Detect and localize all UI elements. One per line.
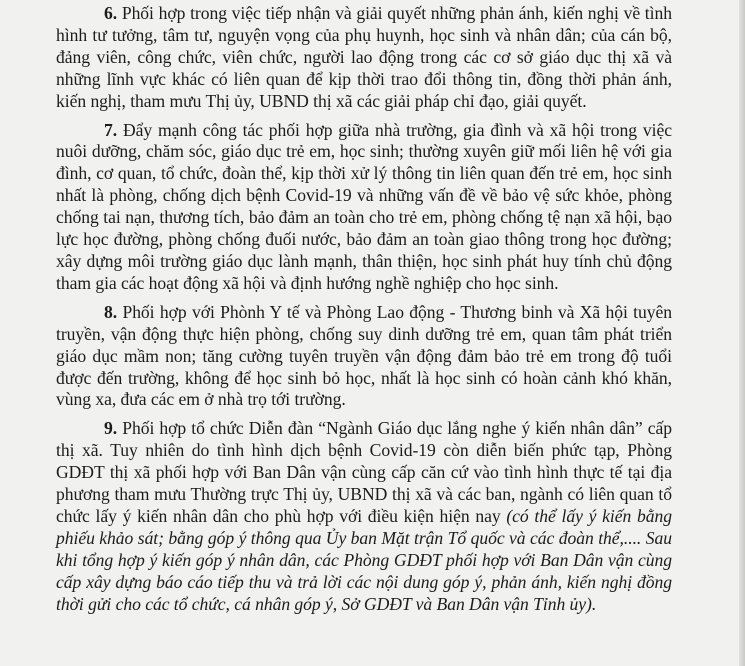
paragraph-7-text: Đẩy mạnh công tác phối hợp giữa nhà trường, gia đình và xã hội trong việc nuôi dưỡng, chăm sóc, giáo dục trẻ em, học sinh; thường xuyên giữ mối liên hệ với gia đình, cơ quan, tổ chức, đoàn thể, kịp thời xử lý thông tin liên quan đến trẻ em, học sinh nhất là phòng, chống dịch bệnh Covid-19 và những vấn đề về bảo vệ sức khỏe, phòng chống tai nạn, thương tích, bảo đảm an toàn cho trẻ em, phòng chống tệ nạn xã hội, bạo lực học đường, phòng chống đuối nước, bảo đảm an toàn giao thông trong học đường; xây dựng môi trường giáo dục lành mạnh, thân thiện, học sinh phát huy tính chủ động tham gia các hoạt động xã hội và định hướng nghề nghiệp cho học sinh.	[56, 119, 672, 293]
paragraph-9-italic-note: (có thể lấy ý kiến bằng phiếu khảo sát; bằng góp ý thông qua Ủy ban Mặt trận Tổ quốc và các đoàn thể,.... Sau khi tổng hợp ý kiến góp ý nhân dân, các Phòng GDĐT phối hợp với Ban Dân vận cùng cấp xây dựng báo cáo tiếp thu và trả lời các nội dung góp ý, phản ánh, kiến nghị đồng thời gửi cho các tổ chức, cá nhân góp ý, Sở GDĐT và Ban Dân vận Tỉnh ủy).	[56, 505, 672, 614]
paragraph-7	[56, 120, 672, 295]
paragraph-8-number: 8.	[104, 301, 118, 322]
paragraph-6	[56, 3, 672, 113]
paragraph-8-text: Phối hợp với Phònh Y tế và Phòng Lao động - Thương binh và Xã hội tuyên truyền, vận động thực hiện phòng, chống suy dinh dưỡng trẻ em, quan tâm phát triển giáo dục mầm non; tăng cường tuyên truyền vận động đảm bảo trẻ em trong độ tuổi được đến trường, không để học sinh bỏ học, nhất là học sinh có hoàn cảnh khó khăn, vùng xa, đưa các em ở nhà trọ tới trường.	[56, 301, 672, 410]
paragraph-9-text: Phối hợp tổ chức Diễn đàn “Ngành Giáo dục lắng nghe ý kiến nhân dân” cấp thị xã. Tuy nhiên do tình hình dịch bệnh Covid-19 còn diễn biến phức tạp, Phòng GDĐT thị xã phối hợp với Ban Dân vận cùng cấp căn cứ vào tình hình thực tế tại địa phương tham mưu Thường trực Thị ủy, UBND thị xã và các ban, ngành có liên quan tổ chức lấy ý kiến nhân dân cho phù hợp với điều kiện hiện nay	[56, 418, 672, 526]
paragraph-9	[56, 418, 672, 615]
paragraph-6-text: Phối hợp trong việc tiếp nhận và giải quyết những phản ánh, kiến nghị về tình hình tư tưởng, tâm tư, nguyện vọng của phụ huynh, học sinh và nhân dân; của cán bộ, đảng viên, công chức, viên chức, người lao động trong các cơ sở giáo dục thị xã và những lĩnh vực khác có liên quan để kịp thời trao đổi thông tin, đồng thời phản ánh, kiến nghị, tham mưu Thị ủy, UBND thị xã các giải pháp chỉ đạo, giải quyết.	[56, 3, 672, 111]
paragraph-7-number: 7.	[104, 119, 118, 140]
document-body	[56, 3, 672, 622]
paragraph-6-number: 6.	[104, 3, 118, 23]
scan-edge-shadow	[739, 0, 745, 666]
paragraph-9-number: 9.	[104, 418, 118, 439]
paragraph-8	[56, 302, 672, 412]
